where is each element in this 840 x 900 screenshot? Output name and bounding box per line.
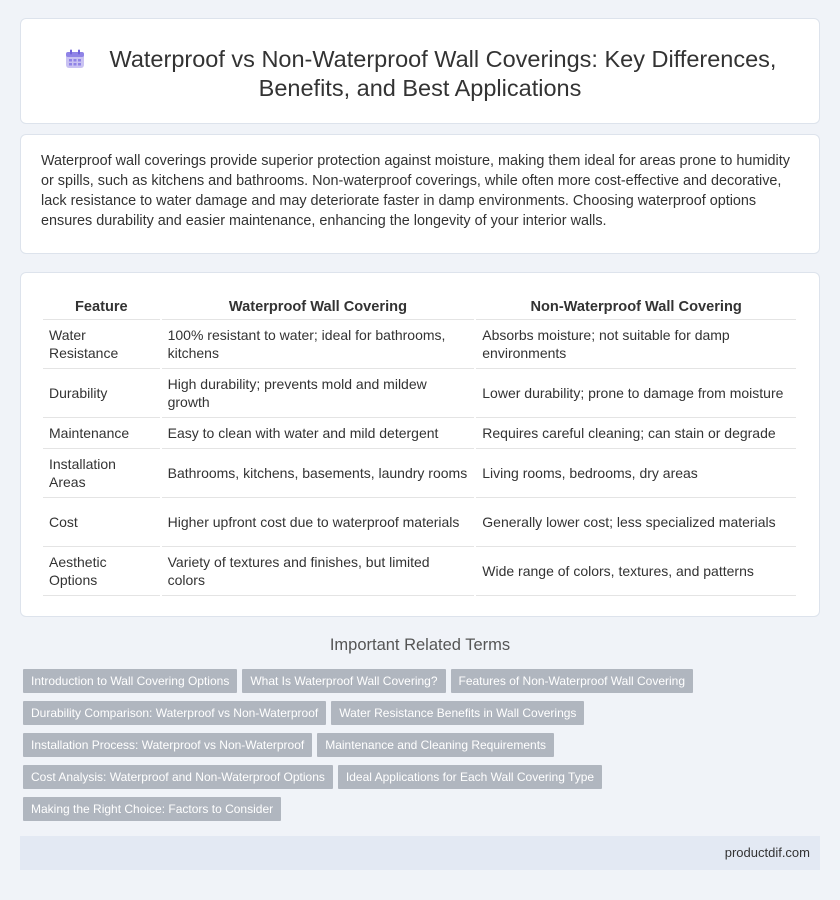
cell-non-waterproof: Absorbs moisture; not suitable for damp environments [476, 320, 796, 369]
related-term-chip[interactable]: Features of Non-Waterproof Wall Covering [451, 669, 694, 693]
related-term-chip[interactable]: Maintenance and Cleaning Requirements [317, 733, 554, 757]
table-row [43, 498, 796, 547]
table-row [43, 418, 796, 449]
calendar-icon [64, 48, 86, 70]
related-terms-row [23, 797, 286, 821]
intro-paragraph: Waterproof wall coverings provide superior protection against moisture, making them ideal for areas prone to humidity or spills, such as kitchens and bathrooms. Non-waterproof coverings, while often more cost-effective and decorative, lack resistance to water damage and may deteriorate faster in damp environments. Choosing waterproof options ensures durability and easier maintenance, enhancing the longevity of your interior walls. [41, 153, 790, 229]
header-feature: Feature [43, 295, 160, 320]
cell-waterproof: Bathrooms, kitchens, basements, laundry rooms [162, 449, 475, 498]
table-row [43, 449, 796, 498]
header-waterproof: Waterproof Wall Covering [162, 295, 475, 320]
related-term-chip[interactable]: Introduction to Wall Covering Options [23, 669, 237, 693]
cell-feature: Maintenance [43, 418, 160, 449]
cell-waterproof: High durability; prevents mold and mildew growth [162, 369, 475, 418]
cell-non-waterproof: Generally lower cost; less specialized materials [476, 498, 796, 547]
table-row [43, 320, 796, 369]
page-title: Waterproof vs Non-Waterproof Wall Coverings: Key Differences, Benefits, and Best Applications [109, 46, 777, 101]
related-term-chip[interactable]: Making the Right Choice: Factors to Consider [23, 797, 281, 821]
cell-non-waterproof: Wide range of colors, textures, and patterns [476, 547, 796, 596]
cell-non-waterproof: Lower durability; prone to damage from moisture [476, 369, 796, 418]
table-header-row [43, 295, 796, 320]
comparison-table [41, 295, 798, 596]
related-terms-row [23, 669, 698, 693]
footer-site-name: productdif.com [724, 845, 810, 860]
header-card [20, 18, 820, 124]
cell-waterproof: Easy to clean with water and mild detergent [162, 418, 475, 449]
footer [20, 836, 820, 870]
table-row [43, 369, 796, 418]
related-term-chip[interactable]: What Is Waterproof Wall Covering? [242, 669, 445, 693]
cell-non-waterproof: Living rooms, bedrooms, dry areas [476, 449, 796, 498]
related-term-chip[interactable]: Durability Comparison: Waterproof vs Non-Waterproof [23, 701, 326, 725]
related-terms-title: Important Related Terms [329, 636, 511, 654]
intro-card [20, 134, 820, 254]
cell-feature: Water Resistance [43, 320, 160, 369]
related-term-chip[interactable]: Installation Process: Waterproof vs Non-Waterproof [23, 733, 312, 757]
related-term-chip[interactable]: Water Resistance Benefits in Wall Coverings [331, 701, 584, 725]
related-terms-row [23, 765, 607, 789]
cell-waterproof: 100% resistant to water; ideal for bathrooms, kitchens [162, 320, 475, 369]
cell-feature: Cost [43, 498, 160, 547]
cell-feature: Installation Areas [43, 449, 160, 498]
cell-waterproof: Higher upfront cost due to waterproof materials [162, 498, 475, 547]
related-terms-row [23, 733, 559, 757]
related-term-chip[interactable]: Ideal Applications for Each Wall Covering Type [338, 765, 602, 789]
cell-non-waterproof: Requires careful cleaning; can stain or degrade [476, 418, 796, 449]
header-non-waterproof: Non-Waterproof Wall Covering [476, 295, 796, 320]
comparison-table-card [20, 272, 820, 617]
related-term-chip[interactable]: Cost Analysis: Waterproof and Non-Waterproof Options [23, 765, 333, 789]
cell-waterproof: Variety of textures and finishes, but limited colors [162, 547, 475, 596]
related-terms-row [23, 701, 589, 725]
table-row [43, 547, 796, 596]
cell-feature: Aesthetic Options [43, 547, 160, 596]
page-title-wrap [21, 45, 819, 103]
cell-feature: Durability [43, 369, 160, 418]
